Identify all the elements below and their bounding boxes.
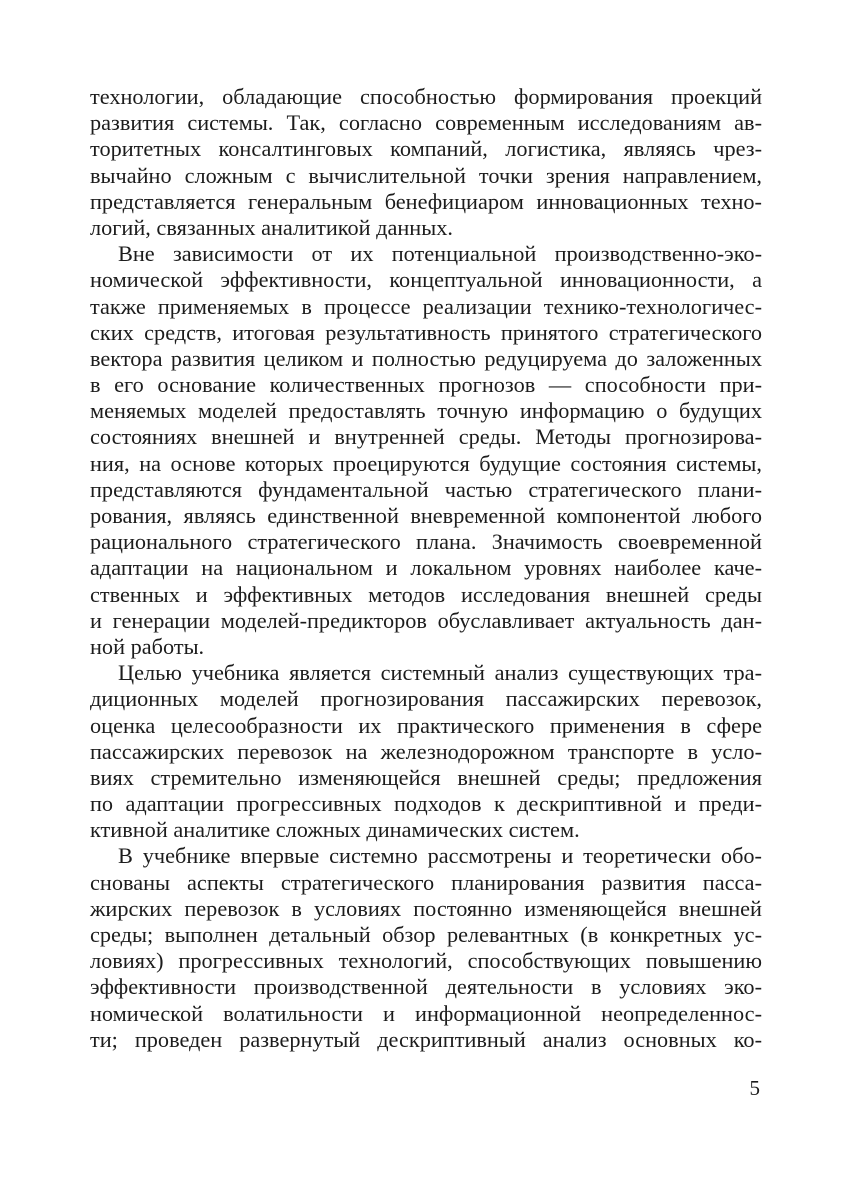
text-line: ских средств, итоговая результативность принятого стратегического [90, 319, 762, 345]
text-line: номической волатильности и информационной неопределеннос- [90, 1000, 762, 1026]
text-line: вычайно сложным с вычислительной точки зрения направлением, [90, 162, 762, 188]
body-text [90, 84, 762, 1053]
text-line: представляются фундаментальной частью стратегического плани- [90, 476, 762, 502]
text-line: состояниях внешней и внутренней среды. Методы прогнозирова- [90, 424, 762, 450]
text-line: представляется генеральным бенефициаром инновационных техно- [90, 188, 762, 214]
text-line: также применяемых в процессе реализации технико-технологичес- [90, 293, 762, 319]
text-line: развития системы. Так, согласно современным исследованиям ав- [90, 110, 762, 136]
text-line: торитетных консалтинговых компаний, логистика, являясь чрез- [90, 136, 762, 162]
text-line: ктивной аналитике сложных динамических систем. [90, 817, 580, 843]
text-line: меняемых моделей предоставлять точную информацию о будущих [90, 398, 762, 424]
text-line: вектора развития целиком и полностью редуцируема до заложенных [90, 345, 762, 371]
text-line: технологии, обладающие способностью формирования проекций [90, 84, 762, 109]
text-line: жирских перевозок в условиях постоянно изменяющейся внешней [90, 895, 762, 921]
text-line: виях стремительно изменяющейся внешней среды; предложения [90, 764, 762, 790]
text-line: диционных моделей прогнозирования пассажирских перевозок, [90, 686, 762, 712]
text-line: ти; проведен развернутый дескриптивный анализ основных ко- [90, 1026, 762, 1052]
text-line: по адаптации прогрессивных подходов к дескриптивной и преди- [90, 791, 762, 817]
text-line: оценка целесообразности их практического применения в сфере [90, 712, 762, 738]
text-line: снованы аспекты стратегического планирования развития пасса- [90, 869, 762, 895]
page-number: 5 [749, 1076, 760, 1100]
text-line: пассажирских перевозок на железнодорожном транспорте в усло- [90, 738, 762, 764]
text-line: в его основание количественных прогнозов — способности при- [90, 372, 762, 398]
text-line: и генерации моделей-предикторов обуславливает актуальность дан- [90, 607, 762, 633]
paragraph-start-line: В учебнике впервые системно рассмотрены и теоретически обо- [118, 843, 762, 869]
text-line: рационального стратегического плана. Значимость своевременной [90, 529, 762, 555]
text-line: среды; выполнен детальный обзор релевантных (в конкретных ус- [90, 922, 762, 947]
paragraph-start-line: Целью учебника является системный анализ существующих тра- [118, 660, 762, 686]
text-line: номической эффективности, концептуальной инновационности, а [90, 267, 762, 293]
text-line: эффективности производственной деятельности в условиях эко- [90, 974, 762, 1000]
text-line: адаптации на национальном и локальном уровнях наиболее каче- [90, 555, 762, 581]
text-line: ственных и эффективных методов исследования внешней среды [90, 581, 762, 607]
text-line: ния, на основе которых проецируются будущие состояния системы, [90, 450, 762, 476]
text-line: ной работы. [90, 633, 205, 659]
text-line: ловиях) прогрессивных технологий, способствующих повышению [90, 948, 762, 974]
text-line: рования, являясь единственной вневременной компонентой любого [90, 503, 762, 528]
paragraph-start-line: Вне зависимости от их потенциальной производственно-эко- [118, 241, 762, 267]
text-line: логий, связанных аналитикой данных. [90, 214, 453, 240]
